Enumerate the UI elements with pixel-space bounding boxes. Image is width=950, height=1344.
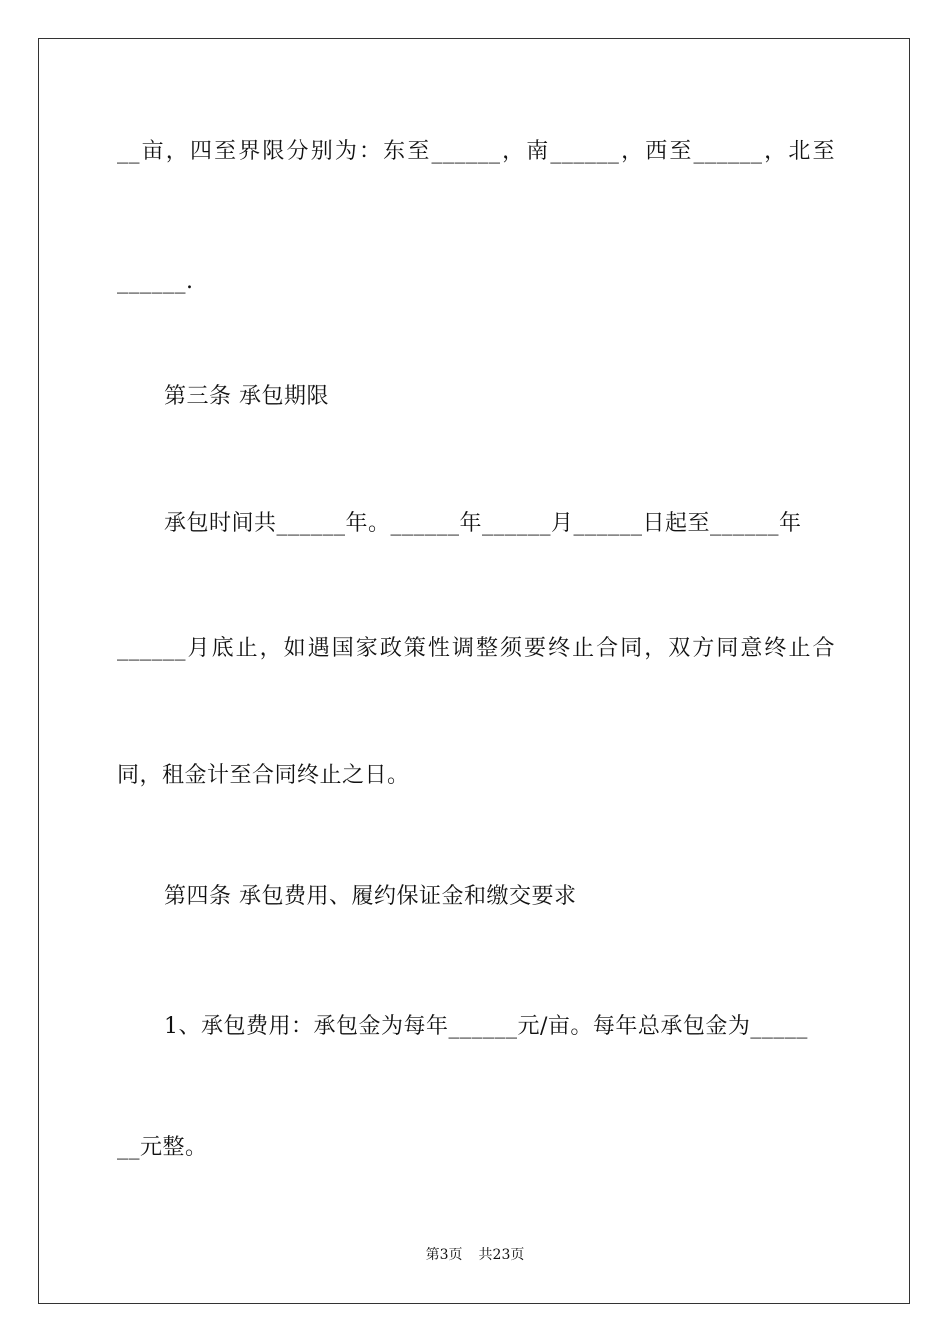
body-line-fee: 1、承包费用：承包金为每年______元/亩。每年总承包金为_____ bbox=[164, 1014, 808, 1039]
body-line-boundaries: __亩，四至界限分别为：东至______，南______，西至______，北至 bbox=[117, 139, 835, 164]
body-line-term: 承包时间共______年。______年______月______日起至______年 bbox=[164, 511, 802, 536]
article-four-heading: 第四条 承包费用、履约保证金和缴交要求 bbox=[164, 884, 577, 909]
page-footer bbox=[0, 1246, 950, 1264]
page-frame bbox=[38, 38, 910, 1304]
body-line-north-blank: ______. bbox=[117, 269, 194, 294]
body-line-termination: ______月底止，如遇国家政策性调整须要终止合同，双方同意终止合 bbox=[117, 636, 835, 661]
page-total: 共23页 bbox=[478, 1247, 525, 1263]
page-number: 第3页 bbox=[425, 1247, 463, 1263]
article-three-heading: 第三条 承包期限 bbox=[164, 384, 329, 409]
body-line-rent-end: 同，租金计至合同终止之日。 bbox=[117, 763, 410, 788]
body-line-total-yuan: __元整。 bbox=[117, 1135, 208, 1160]
